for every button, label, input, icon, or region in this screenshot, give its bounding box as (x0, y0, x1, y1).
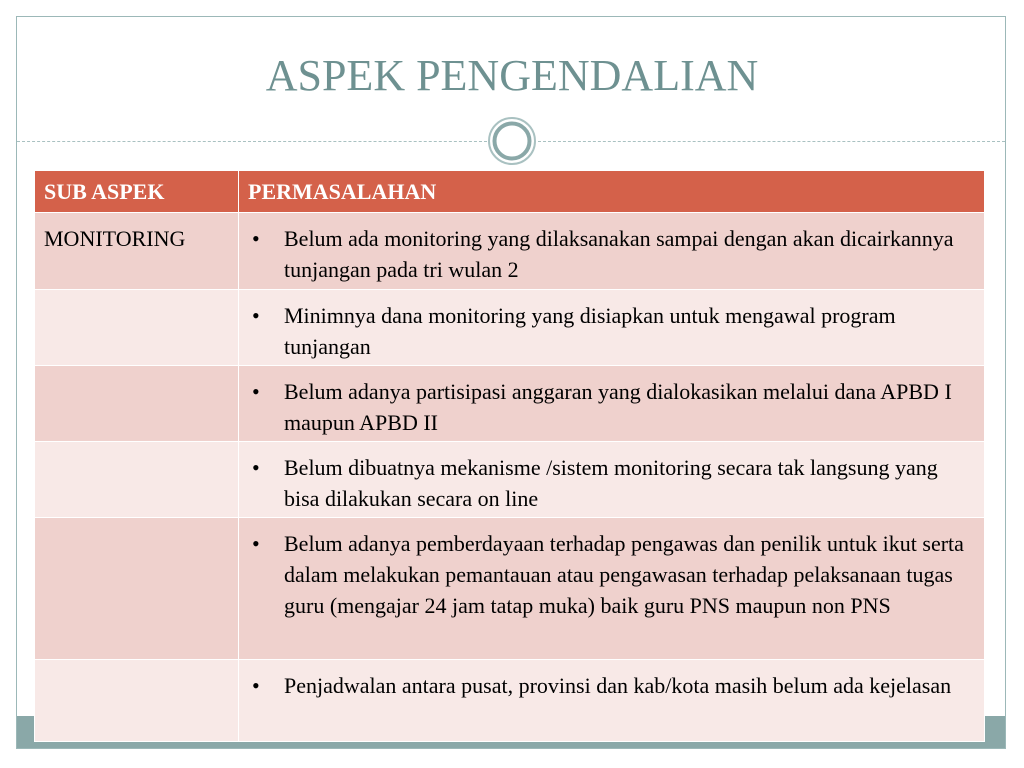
bullet-icon: • (252, 226, 260, 251)
table-row (35, 442, 985, 518)
sub-aspek-cell (35, 442, 239, 518)
permasalahan-cell (239, 518, 985, 660)
table-row (35, 518, 985, 660)
bullet-icon: • (252, 531, 260, 556)
table-row (35, 366, 985, 442)
permasalahan-cell (239, 660, 985, 742)
bullet-icon: • (252, 455, 260, 480)
sub-aspek-cell: MONITORING (35, 213, 239, 290)
permasalahan-cell (239, 290, 985, 366)
table-row (35, 213, 985, 290)
sub-aspek-cell (35, 660, 239, 742)
bullet-icon: • (252, 673, 260, 698)
bullet-icon: • (252, 379, 260, 404)
sub-aspek-cell (35, 518, 239, 660)
problem-text: Belum adanya pemberdayaan terhadap pengawas dan penilik untuk ikut serta dalam melakukan pemantauan atau pengawasan terhadap pelaksanaan tugas guru (mengajar 24 jam tatap muka) baik guru PNS maupun non PNS (284, 531, 964, 618)
problem-text: Belum dibuatnya mekanisme /sistem monitoring secara tak langsung yang bisa dilakukan secara on line (284, 455, 938, 511)
sub-aspek-cell (35, 366, 239, 442)
permasalahan-cell (239, 213, 985, 290)
slide-title: ASPEK PENGENDALIAN (265, 51, 759, 100)
problem-text: Minimnya dana monitoring yang disiapkan untuk mengawal program tunjangan (284, 303, 896, 359)
divider-left (17, 141, 487, 142)
header-sub-aspek: SUB ASPEK (35, 171, 239, 213)
problem-text: Belum ada monitoring yang dilaksanakan sampai dengan akan dicairkannya tunjangan pada tri wulan 2 (284, 226, 954, 282)
permasalahan-cell (239, 366, 985, 442)
table-header-row (35, 171, 985, 213)
divider-right (538, 141, 1005, 142)
table-row (35, 660, 985, 742)
sub-aspek-cell (35, 290, 239, 366)
bullet-icon: • (252, 303, 260, 328)
circle-ornament-icon (487, 116, 537, 166)
problem-text: Penjadwalan antara pusat, provinsi dan kab/kota masih belum ada kejelasan (284, 673, 952, 698)
problems-table (34, 170, 985, 742)
table-row (35, 290, 985, 366)
permasalahan-cell (239, 442, 985, 518)
problem-text: Belum adanya partisipasi anggaran yang dialokasikan melalui dana APBD I maupun APBD II (284, 379, 952, 435)
header-permasalahan: PERMASALAHAN (239, 171, 985, 213)
